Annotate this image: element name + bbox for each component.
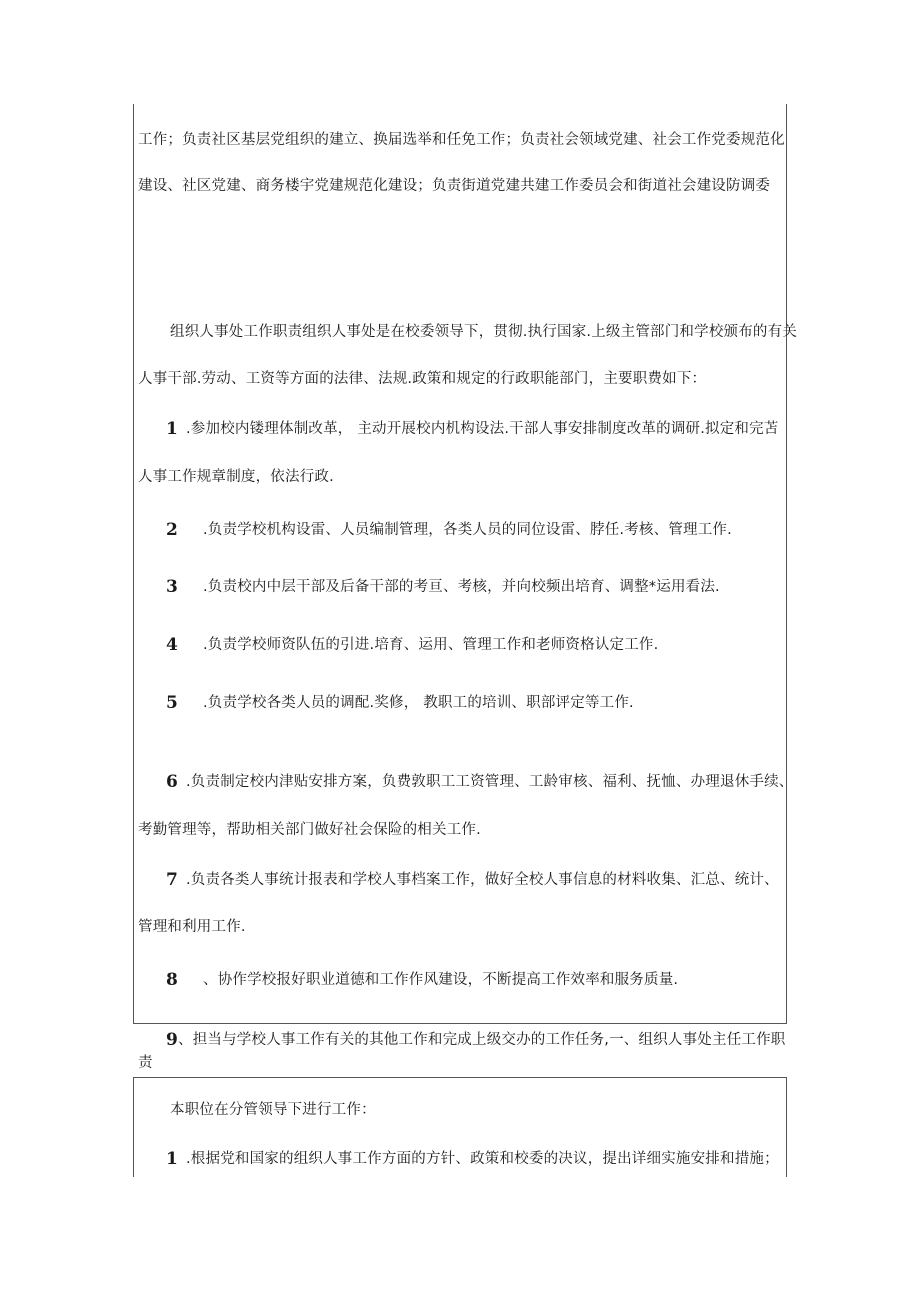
duty-7-line-2: 管理和利用工作. [138, 919, 246, 935]
duty-number: 7 [166, 870, 178, 890]
office-intro-line-2: 人事干部.劳动、工资等方面的法律、法规.政策和规定的行政职能部门，主要职费如下： [138, 371, 707, 387]
box2-right-border [786, 1077, 787, 1177]
item-9-line-2: 责 [138, 1055, 153, 1071]
position-intro: 本职位在分管领导下进行工作： [170, 1102, 376, 1118]
position-duty-text: .根据党和国家的组织人事工作方面的方针、政策和校委的决议，提出详细实施安排和措施； [186, 1151, 779, 1167]
duty-1-line-1: .参加校内镂理体制改革， 主动开展校内机构设法.干部人事安排制度改革的调研.拟定和完苫 [186, 421, 779, 437]
box2-top-border [133, 1077, 787, 1078]
duty-6-line-1: .负责制定校内津贴安排方案，负费敦职工工资管理、工龄审核、福利、抚恤、办理退休手续、 [186, 774, 794, 790]
intro-line-1: 工作；负责社区基层党组织的建立、换届选举和任免工作；负责社会领域党建、社会工作党委规范化 [138, 132, 785, 148]
intro-line-2: 建设、社区党建、商务楼宇党建规范化建设；负责街道党建共建工作委员会和街道社会建设防调委 [138, 178, 771, 194]
duty-number: 1 [166, 419, 178, 439]
duty-number: 2 [166, 520, 178, 540]
duty-number: 3 [166, 577, 178, 597]
duty-number: 4 [166, 635, 178, 655]
duty-5-line-1: .负责学校各类人员的调配.奖修， 教职工的培训、职部评定等工作. [203, 695, 634, 711]
duty-4-line-1: .负责学校师资队伍的引进.培育、运用、管理工作和老师资格认定工作. [203, 637, 659, 653]
office-intro-line-1: 组织人事处工作职责组织人事处是在校委领导下，贯彻.执行国家.上级主管部门和学校颁布的有关 [170, 324, 798, 340]
duty-1-line-2: 人事工作规章制度，依法行政. [138, 469, 334, 485]
item-9-line-1: 、担当与学校人事工作有关的其他工作和完成上级交办的工作任务,一、组织人事处主任工作职 [178, 1032, 786, 1048]
duty-2-line-1: .负责学校机构设雷、人员编制管理，各类人员的同位设雷、脖任.考核、管理工作. [203, 522, 732, 538]
box1-bottom-border [133, 1023, 787, 1024]
box2-left-border [133, 1077, 134, 1177]
item-9-number: 9 [166, 1030, 178, 1050]
duty-8-line-1: 、协作学校报好职业道德和工作作风建设，不断提高工作效率和服务质量. [203, 972, 679, 988]
duty-number: 8 [166, 970, 178, 990]
duty-number: 5 [166, 693, 178, 713]
duty-3-line-1: .负责校内中层干部及后备干部的考亘、考核，并向校频出培育、调整*运用看法. [203, 579, 720, 595]
box1-right-border [786, 104, 787, 1024]
duty-6-line-2: 考勤管理等，帮助相关部门做好社会保险的相关工作. [138, 822, 481, 838]
duty-number: 6 [166, 772, 178, 792]
box1-left-border [133, 104, 134, 1024]
duty-7-line-1: .负责各类人事统计报表和学校人事档案工作，做好全校人事信息的材料收集、汇总、统计、 [186, 872, 779, 888]
position-duty-number: 1 [166, 1149, 178, 1169]
